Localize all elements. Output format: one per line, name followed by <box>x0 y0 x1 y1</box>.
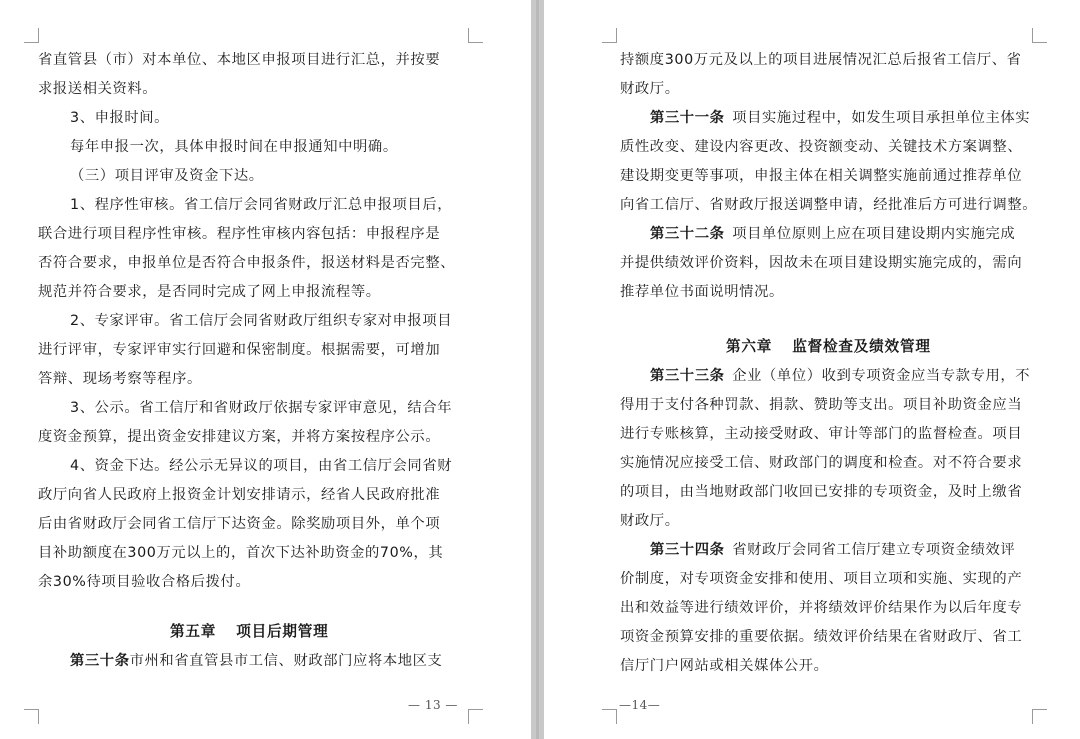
crop-mark-bottom-right <box>468 709 483 724</box>
body-line: 联合进行项目程序性审核。程序性审核内容包括：申报程序是 <box>38 226 441 242</box>
body-line: 4、资金下达。经公示无异议的项目，由省工信厅会同省财 <box>70 458 453 474</box>
document-page-14 <box>544 0 1080 739</box>
body-line: 余30%待项目验收合格后拨付。 <box>38 574 251 590</box>
article-label: 第三十一条 <box>650 110 725 126</box>
crop-mark-bottom-left <box>602 709 617 724</box>
body-line: 持额度300万元及以上的项目进展情况汇总后报省工信厅、省 <box>620 52 1022 68</box>
body-line: 每年申报一次，具体申报时间在申报通知中明确。 <box>70 139 398 155</box>
article-31 <box>650 108 1030 128</box>
crop-mark-top-left <box>24 28 39 43</box>
body-line: 求报送相关资料。 <box>38 81 158 97</box>
article-label: 第三十三条 <box>650 368 725 384</box>
body-line: 质性改变、建设内容更改、投资额变动、关键技术方案调整、 <box>620 139 1023 155</box>
chapter-heading <box>726 337 931 357</box>
body-line: 进行评审，专家评审实行回避和保密制度。根据需要，可增加 <box>38 342 441 358</box>
crop-mark-bottom-left <box>24 709 39 724</box>
crop-mark-bottom-right <box>1032 709 1047 724</box>
chapter-title: 项目后期管理 <box>236 623 329 640</box>
article-label: 第三十二条 <box>650 226 725 242</box>
body-line: 3、申报时间。 <box>70 110 170 126</box>
chapter-title: 监督检查及绩效管理 <box>792 338 931 355</box>
article-text: 市州和省直管县市工信、财政部门应将本地区支 <box>129 653 443 669</box>
article-label: 第三十条 <box>70 653 130 669</box>
chapter-number: 第五章 <box>170 623 217 640</box>
body-line: 度资金预算，提出资金安排建议方案，并将方案按程序公示。 <box>38 429 441 445</box>
section-subheading: （三）项目评审及资金下达。 <box>70 168 264 184</box>
article-text: 项目实施过程中，如发生项目承担单位主体实 <box>732 110 1031 126</box>
document-page-13 <box>0 0 531 739</box>
body-line: 财政厅。 <box>620 81 680 97</box>
body-line: 1、程序性审核。省工信厅会同省财政厅汇总申报项目后， <box>70 197 453 213</box>
body-line: 3、公示。省工信厅和省财政厅依据专家评审意见，结合年 <box>70 400 453 416</box>
body-line: 向省工信厅、省财政厅报送调整申请，经批准后方可进行调整。 <box>620 197 1038 213</box>
body-line: 价制度，对专项资金安排和使用、项目立项和实施、实现的产 <box>620 571 1023 587</box>
body-line: 省直管县（市）对本单位、本地区申报项目进行汇总，并按要 <box>38 52 441 68</box>
crop-mark-top-right <box>1032 28 1047 43</box>
body-line: 财政厅。 <box>620 513 680 529</box>
page-gutter <box>531 0 544 739</box>
body-line: 2、专家评审。省工信厅会同省财政厅组织专家对申报项目 <box>70 313 453 329</box>
body-line: 目补助额度在300万元以上的，首次下达补助资金的70%，其 <box>38 545 444 561</box>
body-line: 并提供绩效评价资料，因故未在项目建设期实施完成的，需向 <box>620 255 1023 271</box>
body-line: 项资金预算安排的重要依据。绩效评价结果在省财政厅、省工 <box>620 629 1023 645</box>
body-line: 进行专账核算，主动接受财政、审计等部门的监督检查。项目 <box>620 426 1023 442</box>
crop-mark-top-left <box>602 28 617 43</box>
body-line: 信厅门户网站或相关媒体公开。 <box>620 658 829 674</box>
article-30 <box>70 651 442 671</box>
body-line: 出和效益等进行绩效评价，并将绩效评价结果作为以后年度专 <box>620 600 1023 616</box>
article-33 <box>650 366 1030 386</box>
body-line: 得用于支付各种罚款、捐款、赞助等支出。项目补助资金应当 <box>620 397 1023 413</box>
article-text: 企业（单位）收到专项资金应当专款专用，不 <box>732 368 1031 384</box>
page-number: — 13 — <box>408 698 458 712</box>
body-line: 规范并符合要求，是否同时完成了网上申报流程等。 <box>38 284 381 300</box>
article-label: 第三十四条 <box>650 542 725 558</box>
article-32 <box>650 224 1015 244</box>
body-line: 答辩、现场考察等程序。 <box>38 371 202 387</box>
body-line: 后由省财政厅会同省工信厅下达资金。除奖励项目外，单个项 <box>38 516 441 532</box>
article-text: 项目单位原则上应在项目建设期内实施完成 <box>732 226 1016 242</box>
body-line: 推荐单位书面说明情况。 <box>620 284 784 300</box>
article-34 <box>650 540 1015 560</box>
body-line: 实施情况应接受工信、财政部门的调度和检查。对不符合要求 <box>620 455 1023 471</box>
crop-mark-top-right <box>468 28 483 43</box>
chapter-heading <box>170 622 329 642</box>
chapter-number: 第六章 <box>726 338 773 355</box>
body-line: 的项目，由当地财政部门收回已安排的专项资金，及时上缴省 <box>620 484 1023 500</box>
article-text: 省财政厅会同省工信厅建立专项资金绩效评 <box>732 542 1016 558</box>
body-line: 建设期变更等事项，申报主体在相关调整实施前通过推荐单位 <box>620 168 1023 184</box>
body-line: 政厅向省人民政府上报资金计划安排请示，经省人民政府批准 <box>38 487 441 503</box>
page-number: —14— <box>619 698 661 712</box>
body-line: 否符合要求，申报单位是否符合申报条件，报送材料是否完整、 <box>38 255 456 271</box>
